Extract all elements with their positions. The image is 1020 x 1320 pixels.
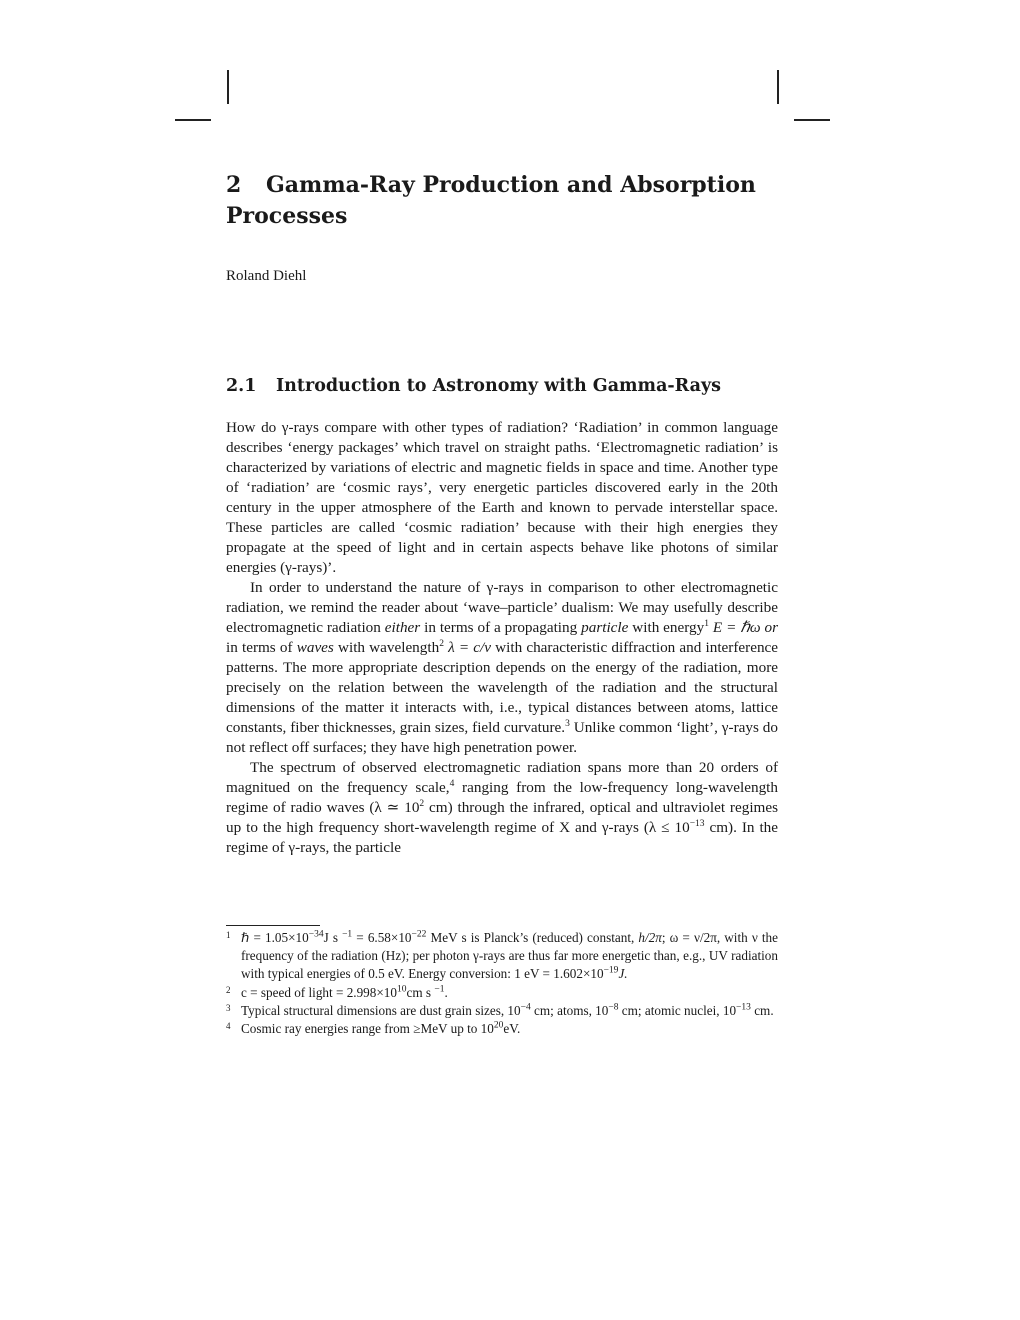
footnote-mark: 2 <box>226 984 231 995</box>
footnote-ref-2[interactable]: 2 <box>439 638 444 649</box>
paragraph-2: In order to understand the nature of γ-rays in comparison to other electromagnetic radiation, we remind the reader about ‘wave–particle’ dualism: We may usefully describe electromagnetic radiation either in terms of a propagating particle with energy$^1$ E = ℏω or in terms of waves with wavelength$^2$ λ = c/ν with characteristic diffraction and interference patterns. The more appropriate description depends on the energy of the radiation, more precisely on the relation between the wavelength of the radiation and the structural dimensions of the matter it interacts with, i.e., typical distances between atoms, lattice constants, fiber thicknesses, grain sizes, field curvature.$^3$ Unlike common ‘light’, γ-rays do not reflect off surfaces; they have high penetration power. <box>226 579 779 756</box>
footnote-2: 2 c = speed of light = $2.998\times 10^{10}cm$ s $^{-1}$. <box>226 984 778 1002</box>
chapter-title-text: Gamma-Ray Production and Absorption Processes <box>226 172 756 229</box>
footnotes <box>226 929 778 1038</box>
crop-mark-left-vertical <box>227 70 229 104</box>
footnote-rule <box>226 925 320 926</box>
footnote-mark: 3 <box>226 1002 231 1013</box>
footnote-3: 3 Typical structural dimensions are dust grain sizes, $10^{-4}$ cm; atoms, $10^{-8}$ cm; atomic nuclei, $10^{-13}$ cm. <box>226 1002 778 1020</box>
chapter-number: 2 <box>226 172 242 198</box>
paragraph-1: How do γ-rays compare with other types of radiation? ‘Radiation’ in common language describes ‘energy packages’ which travel on straight paths. ‘Electromagnetic radiation’ is characterized by variations of electric and magnetic fields in space and time. Another type of ‘radiation’ are ‘cosmic rays’, very energetic particles discovered early in the 20th century in the upper atmosphere of the Earth and known to pervade interstellar space. These particles are called ‘cosmic radiation’ because with their high energies they propagate at the speed of light and in certain aspects behave like photons of similar energies (γ-rays)’. <box>226 419 778 576</box>
footnote-ref-1[interactable]: 1 <box>704 618 709 629</box>
section-title <box>226 376 786 396</box>
body-text <box>226 418 778 858</box>
paragraph-3: The spectrum of observed electromagnetic radiation spans more than 20 orders of magnitued on the frequency scale,$^4$ ranging from the low-frequency long-wavelength regime of radio waves (λ ≃ $10^2$ cm) through the infrared, optical and ultraviolet regimes up to the high frequency short-wavelength regime of X and γ-rays ($\lambda \le 10^{-13}$ cm). In the regime of γ-rays, the particle <box>226 759 779 856</box>
crop-mark-left-horizontal <box>175 119 211 121</box>
crop-mark-right-horizontal <box>794 119 830 121</box>
footnote-1: 1 ℏ = $1.05\times 10^{-34}J$ s $^{-1} = 6.58\times 10^{-22}$ MeV s is Planck’s (reduced) constant, h/2π; ω = ν/2π, with ν the frequency of the radiation (Hz); per photon γ-rays are thus far more energetic than, e.g., UV radiation with typical energies of 0.5 eV. Energy conversion: 1 eV = $1.602\times 10^{-19}J$. <box>226 929 778 984</box>
footnote-mark: 1 <box>226 930 231 940</box>
section-title-text: Introduction to Astronomy with Gamma-Rays <box>276 376 721 396</box>
chapter-title <box>226 170 786 232</box>
section-number: 2.1 <box>226 376 257 396</box>
footnote-mark: 4 <box>226 1021 231 1032</box>
footnote-4: 4 Cosmic ray energies range from ≥MeV up to $10^{20}eV$. <box>226 1020 778 1038</box>
author-name: Roland Diehl <box>226 268 307 284</box>
footnote-ref-3[interactable]: 3 <box>565 718 570 729</box>
crop-mark-right-vertical <box>777 70 779 104</box>
footnote-ref-4[interactable]: 4 <box>449 778 455 789</box>
